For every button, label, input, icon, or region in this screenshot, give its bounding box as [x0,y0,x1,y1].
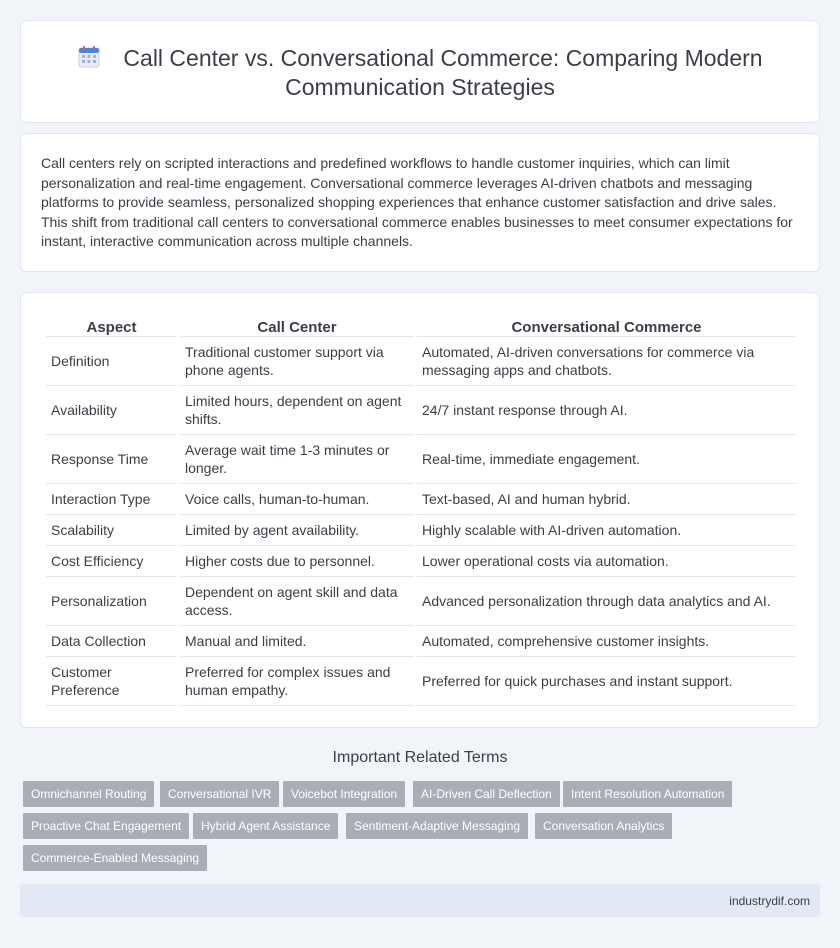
row-conversational-commerce: Real-time, immediate engagement. [417,435,796,484]
tag-conversational-ivr[interactable]: Conversational IVR [160,781,279,807]
row-aspect: Scalability [46,515,177,546]
header-conversational-commerce: Conversational Commerce [417,315,796,337]
table-row [46,386,796,435]
tag-hybrid-agent-assistance[interactable]: Hybrid Agent Assistance [193,813,338,839]
row-call-center: Average wait time 1-3 minutes or longer. [180,435,414,484]
row-conversational-commerce: Highly scalable with AI-driven automation. [417,515,796,546]
row-aspect: Data Collection [46,626,177,657]
row-conversational-commerce: Preferred for quick purchases and instant support. [417,657,796,706]
calendar-icon [77,45,101,69]
row-aspect: Personalization [46,577,177,626]
row-aspect: Interaction Type [46,484,177,515]
header-aspect: Aspect [46,315,177,337]
row-call-center: Dependent on agent skill and data access. [180,577,414,626]
tag-commerce-enabled-messaging[interactable]: Commerce-Enabled Messaging [23,845,207,871]
comparison-card [20,292,820,728]
row-aspect: Customer Preference [46,657,177,706]
header-call-center: Call Center [180,315,414,337]
tag-voicebot-integration[interactable]: Voicebot Integration [283,781,405,807]
row-aspect: Response Time [46,435,177,484]
table-row [46,515,796,546]
related-terms-title: Important Related Terms [332,749,508,766]
footer-site-link[interactable]: industrydif.com [729,894,810,908]
table-row [46,626,796,657]
table-header-row [46,315,796,337]
row-call-center: Preferred for complex issues and human empathy. [180,657,414,706]
tag-proactive-chat-engagement[interactable]: Proactive Chat Engagement [23,813,189,839]
row-conversational-commerce: Automated, comprehensive customer insights. [417,626,796,657]
row-call-center: Traditional customer support via phone agents. [180,337,414,386]
page-title-wrap [21,44,819,102]
row-conversational-commerce: 24/7 instant response through AI. [417,386,796,435]
tag-conversation-analytics[interactable]: Conversation Analytics [535,813,672,839]
tag-omnichannel-routing[interactable]: Omnichannel Routing [23,781,154,807]
row-aspect: Cost Efficiency [46,546,177,577]
row-call-center: Limited by agent availability. [180,515,414,546]
page-title: Call Center vs. Conversational Commerce: Comparing Modern Communication Strategies [123,45,763,100]
row-conversational-commerce: Lower operational costs via automation. [417,546,796,577]
tag-ai-driven-call-deflection[interactable]: AI-Driven Call Deflection [413,781,560,807]
table-row [46,546,796,577]
tag-intent-resolution-automation[interactable]: Intent Resolution Automation [563,781,732,807]
intro-text: Call centers rely on scripted interactions and predefined workflows to handle customer inquiries, which can limit personalization and real-time engagement. Conversational commerce leverages AI-driven chatbots and messaging platforms to provide seamless, personalized shopping experiences that enhance customer satisfaction and drive sales. This shift from traditional call centers to conversational commerce enables businesses to meet consumer expectations for instant, interactive communication across multiple channels. [41,155,793,250]
row-aspect: Definition [46,337,177,386]
comparison-table [43,315,799,706]
table-row [46,577,796,626]
footer [20,884,820,917]
tag-sentiment-adaptive-messaging[interactable]: Sentiment-Adaptive Messaging [346,813,528,839]
table-row [46,337,796,386]
table-row [46,435,796,484]
intro-card [20,133,820,272]
row-conversational-commerce: Text-based, AI and human hybrid. [417,484,796,515]
table-row [46,484,796,515]
row-conversational-commerce: Advanced personalization through data analytics and AI. [417,577,796,626]
table-row [46,657,796,706]
row-conversational-commerce: Automated, AI-driven conversations for commerce via messaging apps and chatbots. [417,337,796,386]
row-call-center: Limited hours, dependent on agent shifts. [180,386,414,435]
row-call-center: Manual and limited. [180,626,414,657]
header-card [20,20,820,123]
row-aspect: Availability [46,386,177,435]
row-call-center: Higher costs due to personnel. [180,546,414,577]
row-call-center: Voice calls, human-to-human. [180,484,414,515]
